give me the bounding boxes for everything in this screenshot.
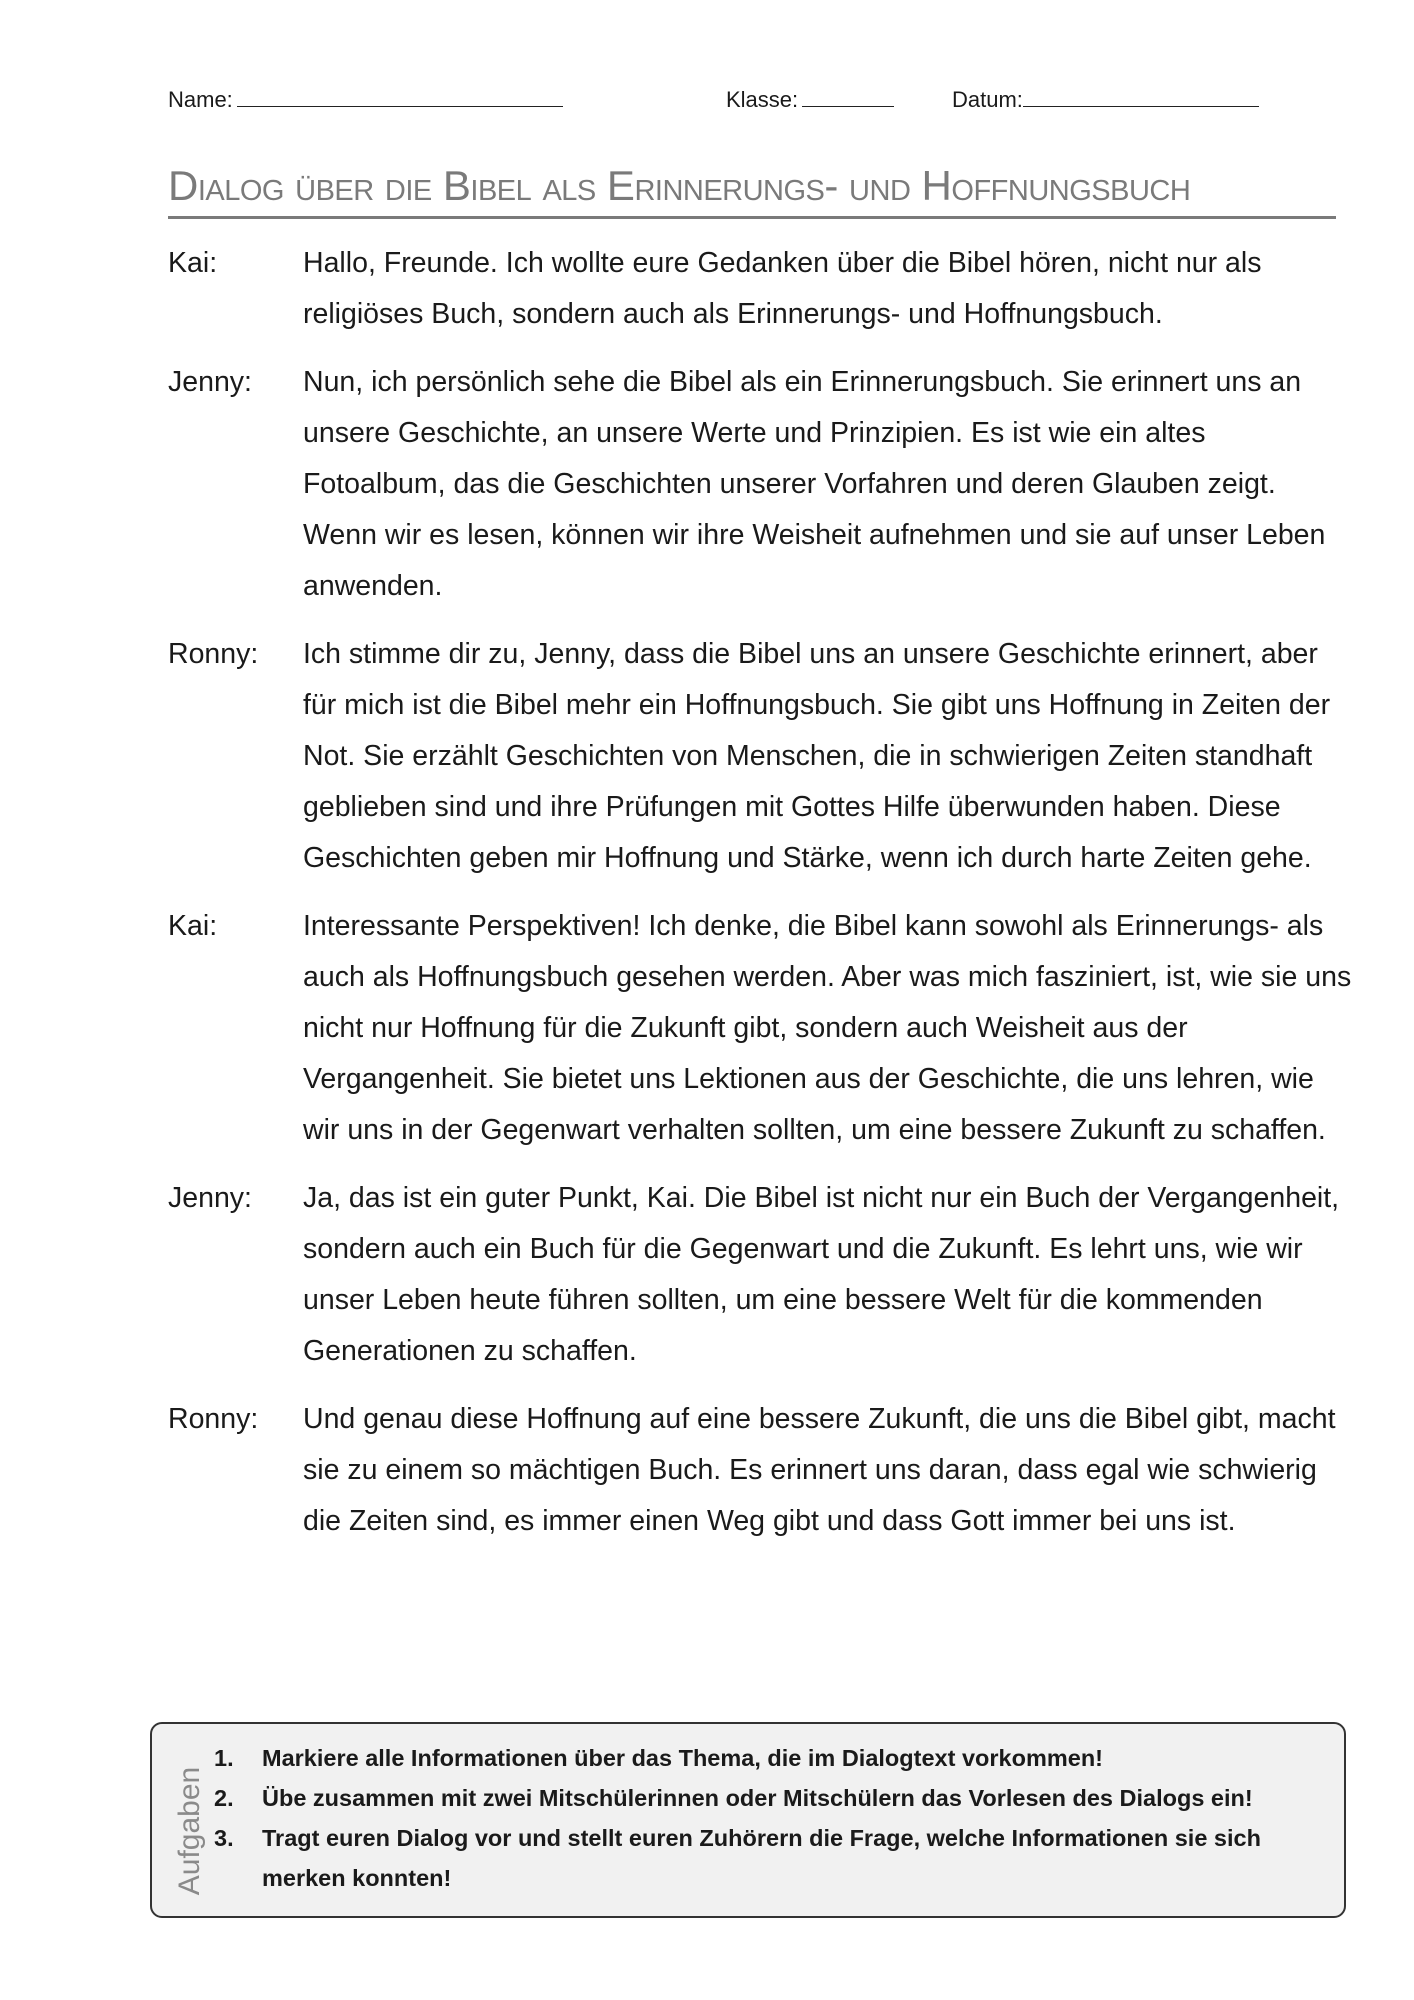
speaker-text: Interessante Perspektiven! Ich denke, die Bibel kann sowohl als Erinnerungs- als auch als Hoffnungsbuch gesehen werden. Aber was mich fasziniert, ist, wie sie uns nicht nur Hoffnung für die Zukunft gibt, sondern auch Weisheit aus der Vergangenheit. Sie bietet uns Lektionen aus der Geschichte, die uns lehren, wie wir uns in der Gegenwart verhalten sollten, um eine bessere Zukunft zu schaffen. (303, 910, 1352, 1146)
page-title: Dialog über die Bibel als Erinnerungs- und Hoffnungsbuch (168, 162, 1336, 219)
speaker-name: Ronny: (168, 1403, 259, 1435)
tasks-list (214, 1738, 1314, 1898)
tasks-label-text: Aufgaben (173, 1766, 206, 1896)
datum-field[interactable] (952, 84, 1259, 113)
dialog-text (168, 238, 1354, 1564)
task-number: 3. (214, 1825, 234, 1851)
name-label: Name: (168, 87, 233, 112)
speaker-text: Ich stimme dir zu, Jenny, dass die Bibel uns an unsere Geschichte erinnert, aber für mich ist die Bibel mehr ein Hoffnungsbuch. Sie gibt uns Hoffnung in Zeiten der Not. Sie erzählt Geschichten von Menschen, die in schwierigen Zeiten standhaft geblieben sind und ihre Prüfungen mit Gottes Hilfe überwunden haben. Diese Geschichten geben mir Hoffnung und Stärke, wenn ich durch harte Zeiten gehe. (303, 638, 1331, 874)
name-field[interactable] (168, 84, 563, 113)
klasse-field[interactable] (726, 84, 894, 113)
klasse-line[interactable] (802, 84, 894, 107)
speaker-text: Ja, das ist ein guter Punkt, Kai. Die Bibel ist nicht nur ein Buch der Vergangenheit, sondern auch ein Buch für die Gegenwart und die Zukunft. Es lehrt uns, wie wir unser Leben heute führen sollten, um eine bessere Welt für die kommenden Generationen zu schaffen. (303, 1182, 1340, 1367)
speaker-name: Kai: (168, 247, 218, 279)
datum-label: Datum: (952, 87, 1023, 112)
task-item (214, 1738, 1314, 1778)
speaker-text: Hallo, Freunde. Ich wollte eure Gedanken über die Bibel hören, nicht nur als religiöses Buch, sondern auch als Erinnerungs- und Hoffnungsbuch. (303, 247, 1262, 330)
speaker-text: Und genau diese Hoffnung auf eine bessere Zukunft, die uns die Bibel gibt, macht sie zu einem so mächtigen Buch. Es erinnert uns daran, dass egal wie schwierig die Zeiten sind, es immer einen Weg gibt und dass Gott immer bei uns ist. (303, 1403, 1336, 1537)
speaker-name: Jenny: (168, 1182, 252, 1214)
task-item (214, 1778, 1314, 1818)
klasse-label: Klasse: (726, 87, 799, 112)
speaker-name: Jenny: (168, 366, 252, 398)
worksheet-header (168, 84, 1268, 124)
dialog-turn (168, 1394, 1354, 1547)
dialog-turn (168, 629, 1354, 884)
task-text: Übe zusammen mit zwei Mitschülerinnen oder Mitschülern das Vorlesen des Dialogs ein! (262, 1785, 1253, 1811)
dialog-turn (168, 357, 1354, 612)
task-text: Tragt euren Dialog vor und stellt euren Zuhörern die Frage, welche Informationen sie sich merken konnten! (262, 1825, 1261, 1891)
speaker-name: Kai: (168, 910, 218, 942)
task-number: 1. (214, 1745, 234, 1771)
speaker-name: Ronny: (168, 638, 259, 670)
tasks-label (173, 1766, 206, 1896)
speaker-text: Nun, ich persönlich sehe die Bibel als ein Erinnerungsbuch. Sie erinnert uns an unsere Geschichte, an unsere Werte und Prinzipien. Es ist wie ein altes Fotoalbum, das die Geschichten unserer Vorfahren und deren Glauben zeigt. Wenn wir es lesen, können wir ihre Weisheit aufnehmen und sie auf unser Leben anwenden. (303, 366, 1326, 602)
task-item (214, 1818, 1314, 1898)
dialog-turn (168, 1173, 1354, 1377)
name-line[interactable] (237, 84, 563, 107)
datum-line[interactable] (1023, 84, 1259, 107)
tasks-box (150, 1722, 1346, 1918)
task-text: Markiere alle Informationen über das Thema, die im Dialogtext vorkommen! (262, 1745, 1103, 1771)
dialog-turn (168, 238, 1354, 340)
dialog-turn (168, 901, 1354, 1156)
task-number: 2. (214, 1785, 234, 1811)
